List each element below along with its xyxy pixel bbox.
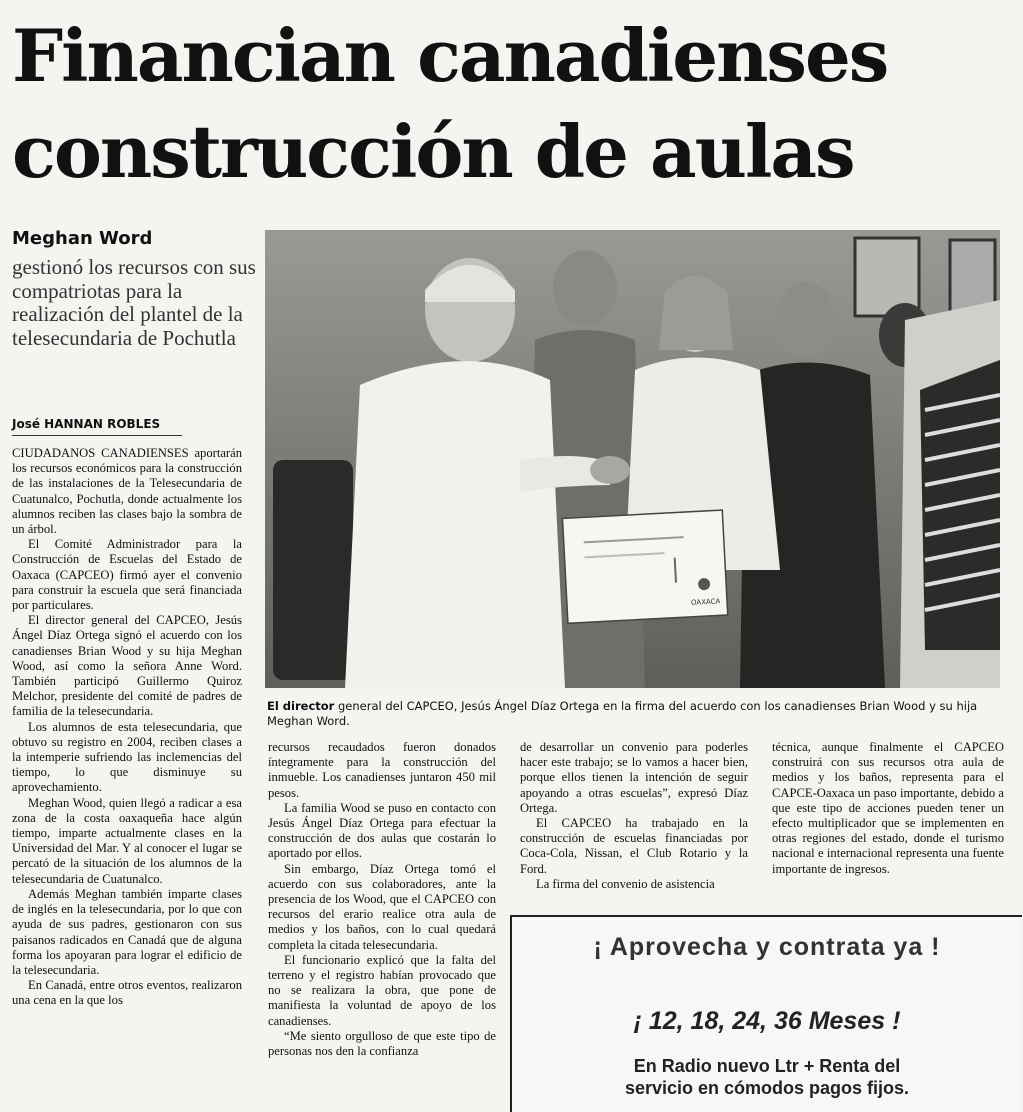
paragraph: El Comité Administrador para la Construcción de Escuelas del Estado de Oaxaca (CAPCEO) firmó ayer el convenio para construir la escuela que será financiada por particulares. bbox=[12, 537, 242, 613]
paragraph: La firma del convenio de asistencia bbox=[536, 876, 715, 891]
paragraph: Los alumnos de esta telesecundaria, que obtuvo su registro en 2004, reciben clases a la intemperie sufriendo las inclemencias del tiempo, lo que disminuye su aprovechamiento. bbox=[12, 719, 242, 795]
paragraph: El funcionario explicó que la falta del terreno y el registro habían provocado que no se realizara la obra, que pone de manifiesta la voluntad de apoyo de los canadienses. bbox=[268, 952, 496, 1028]
ad-headline: ¡ Aprovecha y contrata ya ! bbox=[593, 933, 941, 961]
byline: José HANNAN ROBLES bbox=[12, 417, 182, 436]
paragraph: Meghan Wood, quien llegó a radicar a esa zona de la costa oaxaqueña hace algún tiempo, imparte actualmente clases en la Universidad del Mar. Y al conocer el lugar se percató de la situación de los alumnos de la telesecundaria de Cuatunalco. bbox=[12, 795, 242, 886]
paragraph: La familia Wood se puso en contacto con Jesús Ángel Díaz Ortega para efectuar la construcción de dos aulas que costarán lo aportado por ellos. bbox=[268, 800, 496, 861]
deck-name: Meghan Word bbox=[12, 228, 153, 249]
paragraph: “Me siento orgulloso de que este tipo de personas nos den la confianza bbox=[268, 1028, 496, 1059]
ad-description-line-1: En Radio nuevo Ltr + Renta del bbox=[633, 1056, 901, 1076]
paragraph: En Canadá, entre otros eventos, realizaron una cena en la que los bbox=[12, 978, 242, 1008]
document-label: OAXACA bbox=[690, 597, 721, 607]
paragraph: Además Meghan también imparte clases de inglés en la telesecundaria, por lo que con ayuda de sus padres, gestionaron con sus paisanos radicados en Canadá que de alguna forma los apoyaran para lograr el edificio de la telesecundaria. bbox=[12, 886, 242, 977]
caption-lead: El director bbox=[267, 699, 335, 713]
photo-caption bbox=[267, 699, 1002, 729]
paragraph: recursos recaudados fueron donados íntegramente para la construcción del inmueble. Los canadienses juntaron 450 mil pesos. bbox=[268, 740, 496, 800]
paragraph: El CAPCEO ha trabajado en la construcción de escuelas financiadas por Coca-Cola, Nissan, el Club Rotario y la Ford. bbox=[520, 816, 748, 876]
paragraph: El director general del CAPCEO, Jesús Ángel Díaz Ortega signó el acuerdo con los canadienses Brian Wood y su hija Meghan Wood, así como la señora Anne Word. También participó Guillermo Quiroz Melchor, presidente del comité de padres de familia de la telesecundaria. bbox=[12, 613, 242, 719]
ad-terms: ¡ 12, 18, 24, 36 Meses ! bbox=[633, 1007, 901, 1035]
deck-text: gestionó los recursos con sus compatriotas para la realización del plantel de la telesecundaria de Pochutla bbox=[12, 255, 256, 350]
paragraph: Sin embargo, Díaz Ortega tomó el acuerdo con sus colaboradores, ante la presencia de los Wood, que el CAPCEO con recursos del erario realice otra aula de medios y los baños, con lo cual quedará completa la citada telesecundaria. bbox=[268, 861, 496, 952]
paragraph: de desarrollar un convenio para poderles hacer este trabajo; se lo vamos a hacer bien, porque ellos tienen la intención de seguir apoyando a otras escuelas”, expresó Díaz Ortega. bbox=[520, 740, 748, 815]
headline-line-2: construcción de aulas bbox=[12, 109, 854, 194]
article-column-1 bbox=[12, 446, 242, 1009]
headline-line-1: Financian canadienses bbox=[12, 13, 888, 98]
news-photo bbox=[265, 230, 1000, 688]
article-column-4 bbox=[772, 740, 1004, 877]
paragraph: CIUDADANOS CANADIENSES aportarán los recursos económicos para la construcción de las instalaciones de la Telesecundaria de Cuatunalco, Pochutla, donde actualmente los alumnos reciben las clases bajo la sombra de un árbol. bbox=[12, 446, 242, 537]
ad-description-line-2: servicio en cómodos pagos fijos. bbox=[624, 1078, 910, 1098]
article-column-2 bbox=[268, 740, 496, 1059]
caption-text: general del CAPCEO, Jesús Ángel Díaz Ortega en la firma del acuerdo con los canadienses Brian Wood y su hija Meghan Word. bbox=[267, 699, 978, 728]
advertisement bbox=[510, 915, 1022, 1112]
paragraph: técnica, aunque finalmente el CAPCEO construirá con sus recursos otra aula de medios y los baños, representa para el CAPCE-Oaxaca un paso importante, debido a que este tipo de acciones pueden tener un efecto multiplicador que se implementen en otras regiones del estado, donde el turismo nacional e internacional representa una fuente importante de ingresos. bbox=[772, 740, 1004, 876]
article-column-3 bbox=[520, 740, 748, 892]
headline bbox=[12, 8, 1012, 200]
ad-description bbox=[512, 1055, 1022, 1099]
